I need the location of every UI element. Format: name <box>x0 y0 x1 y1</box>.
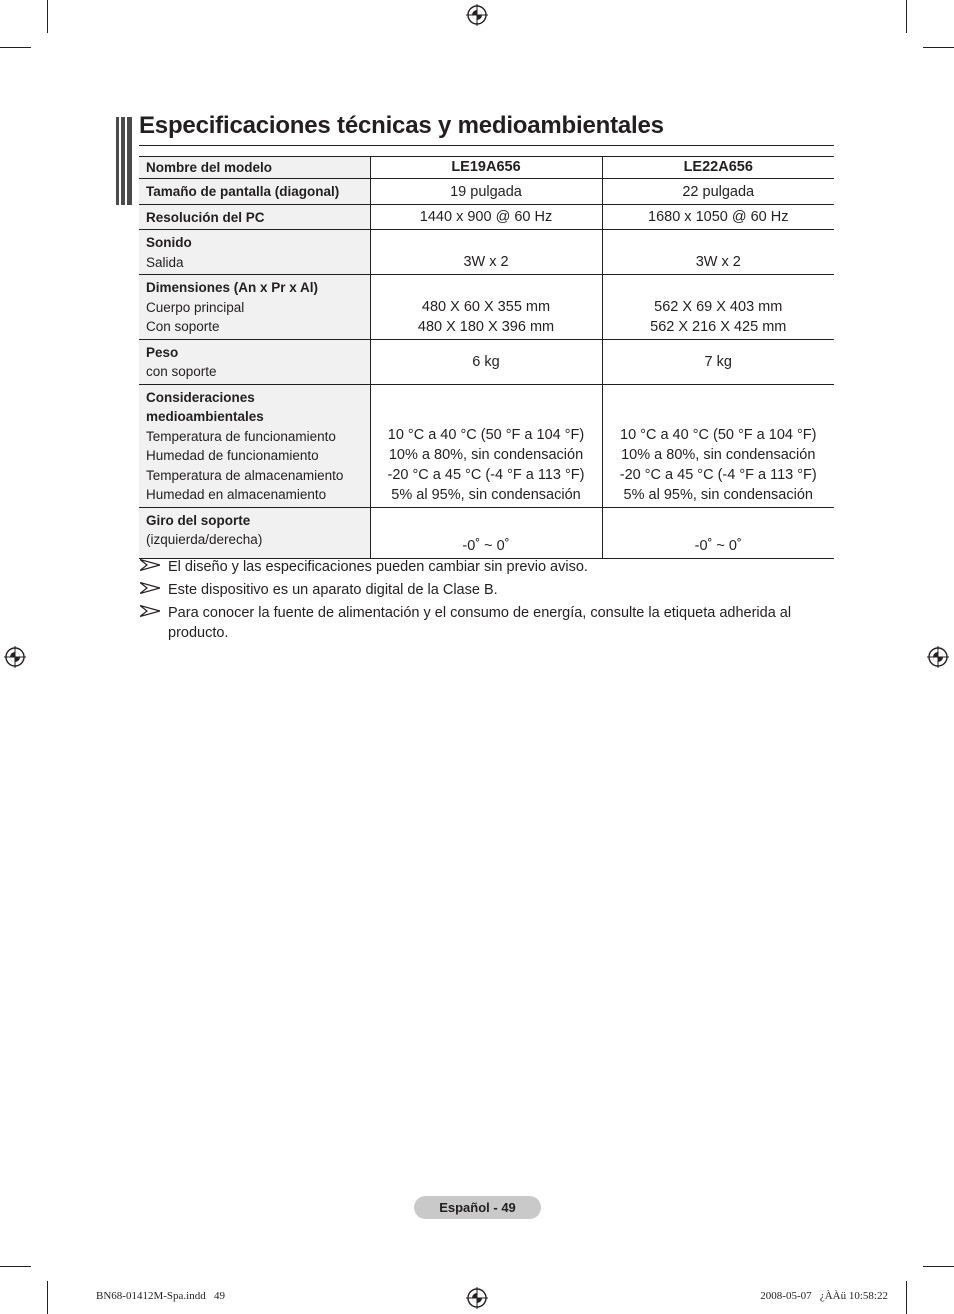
crop-mark <box>906 0 907 33</box>
note-arrow-icon <box>140 559 160 571</box>
crop-mark <box>0 1266 31 1267</box>
table-cell-label: Nombre del modelo <box>139 157 370 179</box>
note-item <box>139 604 839 643</box>
crop-mark <box>47 1281 48 1314</box>
page-title: Especificaciones técnicas y medioambientales <box>139 112 664 139</box>
table-cell-value: 7 kg <box>602 339 834 384</box>
table-cell-value: 6 kg <box>370 339 602 384</box>
table-row <box>139 339 834 384</box>
notes-list <box>139 558 839 647</box>
note-text: El diseño y las especificaciones pueden cambiar sin previo aviso. <box>168 559 588 575</box>
note-item <box>139 581 839 601</box>
note-arrow-icon <box>140 605 160 617</box>
table-cell-label: Tamaño de pantalla (diagonal) <box>139 179 370 205</box>
table-cell-value: 1440 x 900 @ 60 Hz <box>370 204 602 230</box>
table-cell-value: 562 X 69 X 403 mm 562 X 216 X 425 mm <box>602 275 834 340</box>
title-bars-icon <box>116 117 132 205</box>
table-row <box>139 179 834 205</box>
table-cell-value: 3W x 2 <box>370 230 602 275</box>
table-cell-label: Resolución del PC <box>139 204 370 230</box>
table-row <box>139 275 834 340</box>
table-cell-model: LE22A656 <box>602 157 834 179</box>
table-cell-value: 10 °C a 40 °C (50 °F a 104 °F) 10% a 80%, sin condensación -20 °C a 45 °C (-4 °F a 113 °F) 5% al 95%, sin condensación <box>370 384 602 507</box>
table-row <box>139 204 834 230</box>
registration-mark-icon <box>4 646 26 668</box>
file-slug: BN68-01412M-Spa.indd 49 <box>96 1290 225 1302</box>
table-cell-model: LE19A656 <box>370 157 602 179</box>
table-cell-value: 19 pulgada <box>370 179 602 205</box>
table-cell-value: 3W x 2 <box>602 230 834 275</box>
table-cell-label: Sonido Salida <box>139 230 370 275</box>
timestamp-slug: 2008-05-07 ¿ÀÀü 10:58:22 <box>760 1290 888 1302</box>
table-header-row <box>139 157 834 179</box>
table-row <box>139 230 834 275</box>
crop-mark <box>0 47 31 48</box>
note-arrow-icon <box>140 582 160 594</box>
table-cell-value: 10 °C a 40 °C (50 °F a 104 °F) 10% a 80%, sin condensación -20 °C a 45 °C (-4 °F a 113 °F) 5% al 95%, sin condensación <box>602 384 834 507</box>
note-text: Para conocer la fuente de alimentación y el consumo de energía, consulte la etiqueta adherida al producto. <box>168 605 792 641</box>
table-cell-label: Consideraciones medioambientales Temperatura de funcionamiento Humedad de funcionamiento Temperatura de almacenamiento Humedad en almacenamiento <box>139 384 370 507</box>
table-row <box>139 384 834 507</box>
registration-mark-icon <box>466 4 488 26</box>
registration-mark-icon <box>927 646 949 668</box>
table-cell-value: 1680 x 1050 @ 60 Hz <box>602 204 834 230</box>
table-cell-label: Dimensiones (An x Pr x Al) Cuerpo principal Con soporte <box>139 275 370 340</box>
table-cell-value: 22 pulgada <box>602 179 834 205</box>
crop-mark <box>923 47 954 48</box>
table-row <box>139 507 834 558</box>
note-item <box>139 558 839 578</box>
crop-mark <box>47 0 48 33</box>
table-cell-value: 480 X 60 X 355 mm 480 X 180 X 396 mm <box>370 275 602 340</box>
crop-mark <box>906 1281 907 1314</box>
table-cell-label: Peso con soporte <box>139 339 370 384</box>
page-number-badge: Español - 49 <box>414 1196 541 1219</box>
note-text: Este dispositivo es un aparato digital de la Clase B. <box>168 582 498 598</box>
title-rule <box>139 145 834 146</box>
spec-table <box>139 156 834 559</box>
crop-mark <box>923 1266 954 1267</box>
table-cell-value: -0˚ ~ 0˚ <box>370 507 602 558</box>
registration-mark-icon <box>466 1287 488 1309</box>
table-cell-value: -0˚ ~ 0˚ <box>602 507 834 558</box>
table-cell-label: Giro del soporte (izquierda/derecha) <box>139 507 370 558</box>
